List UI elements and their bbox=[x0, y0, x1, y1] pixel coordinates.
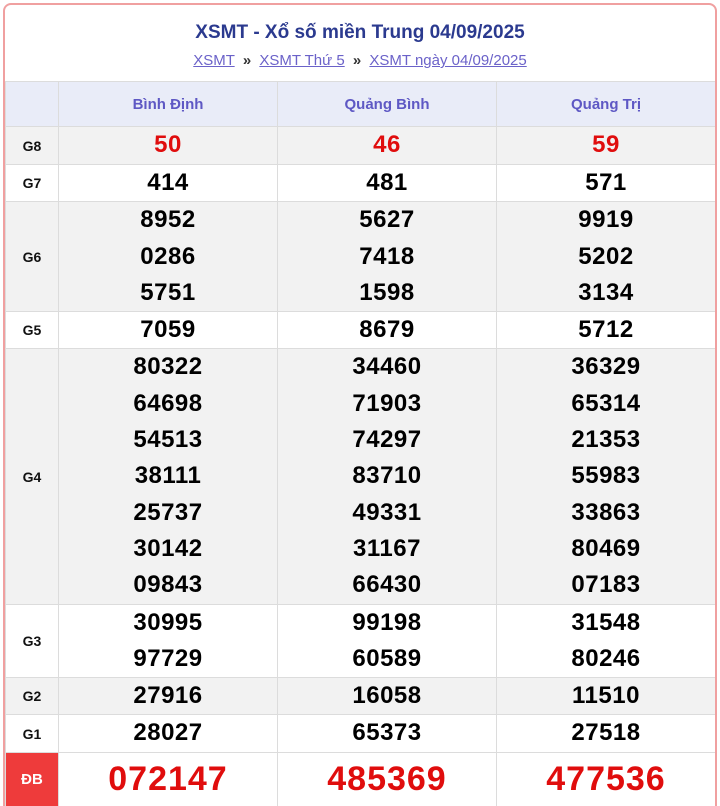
prize-cell bbox=[59, 752, 278, 806]
prize-number: 571 bbox=[585, 169, 627, 196]
prize-row bbox=[6, 202, 716, 312]
prize-cell bbox=[278, 127, 497, 165]
results-header bbox=[5, 5, 715, 81]
prize-number: 30995 bbox=[133, 608, 203, 636]
prize-number: 8679 bbox=[359, 316, 415, 344]
prize-cell bbox=[59, 678, 278, 715]
prize-number: 28027 bbox=[133, 719, 203, 747]
prize-number: 38111 bbox=[134, 462, 202, 490]
prize-cell bbox=[59, 127, 278, 165]
prize-label: G6 bbox=[6, 202, 59, 312]
special-prize-number: 477536 bbox=[546, 760, 666, 799]
prize-cell bbox=[497, 678, 716, 715]
prize-label: G7 bbox=[6, 165, 59, 202]
prize-cell bbox=[59, 312, 278, 349]
prize-number: 66430 bbox=[352, 571, 422, 599]
prize-number: 49331 bbox=[352, 498, 422, 526]
prize-number: 65373 bbox=[352, 719, 422, 747]
prize-number: 0286 bbox=[140, 242, 196, 270]
prize-number: 71903 bbox=[352, 389, 422, 417]
prize-cell bbox=[497, 752, 716, 806]
prize-label: G1 bbox=[6, 715, 59, 752]
prize-cell bbox=[59, 202, 278, 312]
prize-cell bbox=[59, 165, 278, 202]
results-table bbox=[5, 81, 716, 806]
prize-number: 31167 bbox=[353, 534, 421, 562]
prize-number: 80322 bbox=[133, 353, 203, 381]
breadcrumb-link-weekday[interactable]: XSMT Thứ 5 bbox=[259, 52, 345, 69]
prize-number: 5712 bbox=[578, 316, 634, 344]
prize-label: G3 bbox=[6, 604, 59, 678]
prize-number: 7059 bbox=[140, 316, 196, 344]
prize-number: 21353 bbox=[571, 426, 641, 454]
prize-row bbox=[6, 165, 716, 202]
prize-number: 36329 bbox=[571, 353, 641, 381]
prize-label: G5 bbox=[6, 312, 59, 349]
prize-number: 27518 bbox=[571, 719, 641, 747]
prize-row bbox=[6, 752, 716, 806]
prize-number: 5627 bbox=[359, 206, 415, 234]
prize-cell bbox=[497, 202, 716, 312]
prize-number: 54513 bbox=[133, 426, 203, 454]
prize-number: 16058 bbox=[352, 682, 422, 710]
prize-number: 11510 bbox=[572, 682, 640, 710]
prize-number: 34460 bbox=[352, 353, 422, 381]
province-header-quang-binh[interactable]: Quảng Bình bbox=[278, 82, 497, 127]
prize-number: 33863 bbox=[571, 498, 641, 526]
prize-cell bbox=[278, 752, 497, 806]
prize-cell bbox=[278, 604, 497, 678]
prize-number: 83710 bbox=[352, 462, 422, 490]
prize-cell bbox=[278, 678, 497, 715]
prize-table-body bbox=[6, 127, 716, 806]
prize-number: 481 bbox=[366, 169, 408, 196]
prize-cell bbox=[497, 604, 716, 678]
prize-cell bbox=[497, 349, 716, 604]
prize-row bbox=[6, 604, 716, 678]
prize-cell bbox=[497, 312, 716, 349]
prize-number: 414 bbox=[147, 169, 189, 196]
prize-number: 7418 bbox=[359, 242, 415, 270]
prize-number: 50 bbox=[154, 131, 182, 159]
prize-number: 9919 bbox=[578, 206, 634, 234]
breadcrumb bbox=[5, 51, 715, 71]
prize-row bbox=[6, 127, 716, 165]
prize-label: G4 bbox=[6, 349, 59, 604]
prize-number: 97729 bbox=[133, 644, 203, 672]
prize-number: 64698 bbox=[133, 389, 203, 417]
province-header-binh-dinh[interactable]: Bình Định bbox=[59, 82, 278, 127]
prize-number: 74297 bbox=[352, 426, 422, 454]
results-panel bbox=[3, 3, 717, 806]
prize-cell bbox=[278, 312, 497, 349]
breadcrumb-link-xsmt[interactable]: XSMT bbox=[193, 52, 235, 69]
prize-number: 80469 bbox=[571, 534, 641, 562]
table-corner-cell bbox=[6, 82, 59, 127]
prize-cell bbox=[278, 715, 497, 752]
prize-number: 8952 bbox=[140, 206, 196, 234]
prize-label: G2 bbox=[6, 678, 59, 715]
breadcrumb-separator: » bbox=[352, 52, 362, 69]
breadcrumb-separator: » bbox=[242, 52, 252, 69]
prize-number: 59 bbox=[592, 131, 620, 159]
page-title: XSMT - Xổ số miền Trung 04/09/2025 bbox=[195, 22, 525, 43]
prize-number: 27916 bbox=[133, 682, 203, 710]
prize-cell bbox=[497, 165, 716, 202]
special-prize-number: 485369 bbox=[327, 760, 447, 799]
prize-cell bbox=[278, 165, 497, 202]
special-prize-number: 072147 bbox=[108, 760, 228, 799]
prize-number: 60589 bbox=[352, 644, 422, 672]
prize-number: 1598 bbox=[359, 278, 415, 306]
prize-cell bbox=[497, 715, 716, 752]
prize-number: 80246 bbox=[571, 644, 641, 672]
prize-row bbox=[6, 678, 716, 715]
prize-number: 46 bbox=[373, 131, 401, 159]
prize-cell bbox=[59, 349, 278, 604]
prize-number: 30142 bbox=[133, 534, 203, 562]
prize-number: 5751 bbox=[140, 278, 196, 306]
prize-cell bbox=[59, 715, 278, 752]
prize-number: 55983 bbox=[571, 462, 641, 490]
prize-cell bbox=[59, 604, 278, 678]
prize-number: 09843 bbox=[133, 571, 203, 599]
prize-number: 07183 bbox=[571, 571, 641, 599]
prize-cell bbox=[278, 202, 497, 312]
prize-number: 5202 bbox=[578, 242, 634, 270]
prize-number: 99198 bbox=[352, 608, 422, 636]
prize-number: 3134 bbox=[578, 278, 634, 306]
province-header-quang-tri[interactable]: Quảng Trị bbox=[497, 82, 716, 127]
prize-label: ĐB bbox=[6, 752, 59, 806]
prize-label: G8 bbox=[6, 127, 59, 165]
prize-row bbox=[6, 349, 716, 604]
prize-number: 65314 bbox=[571, 389, 641, 417]
prize-number: 31548 bbox=[571, 608, 641, 636]
prize-cell bbox=[497, 127, 716, 165]
breadcrumb-link-date[interactable]: XSMT ngày 04/09/2025 bbox=[369, 52, 527, 69]
prize-cell bbox=[278, 349, 497, 604]
prize-row bbox=[6, 312, 716, 349]
prize-number: 25737 bbox=[133, 498, 203, 526]
prize-row bbox=[6, 715, 716, 752]
